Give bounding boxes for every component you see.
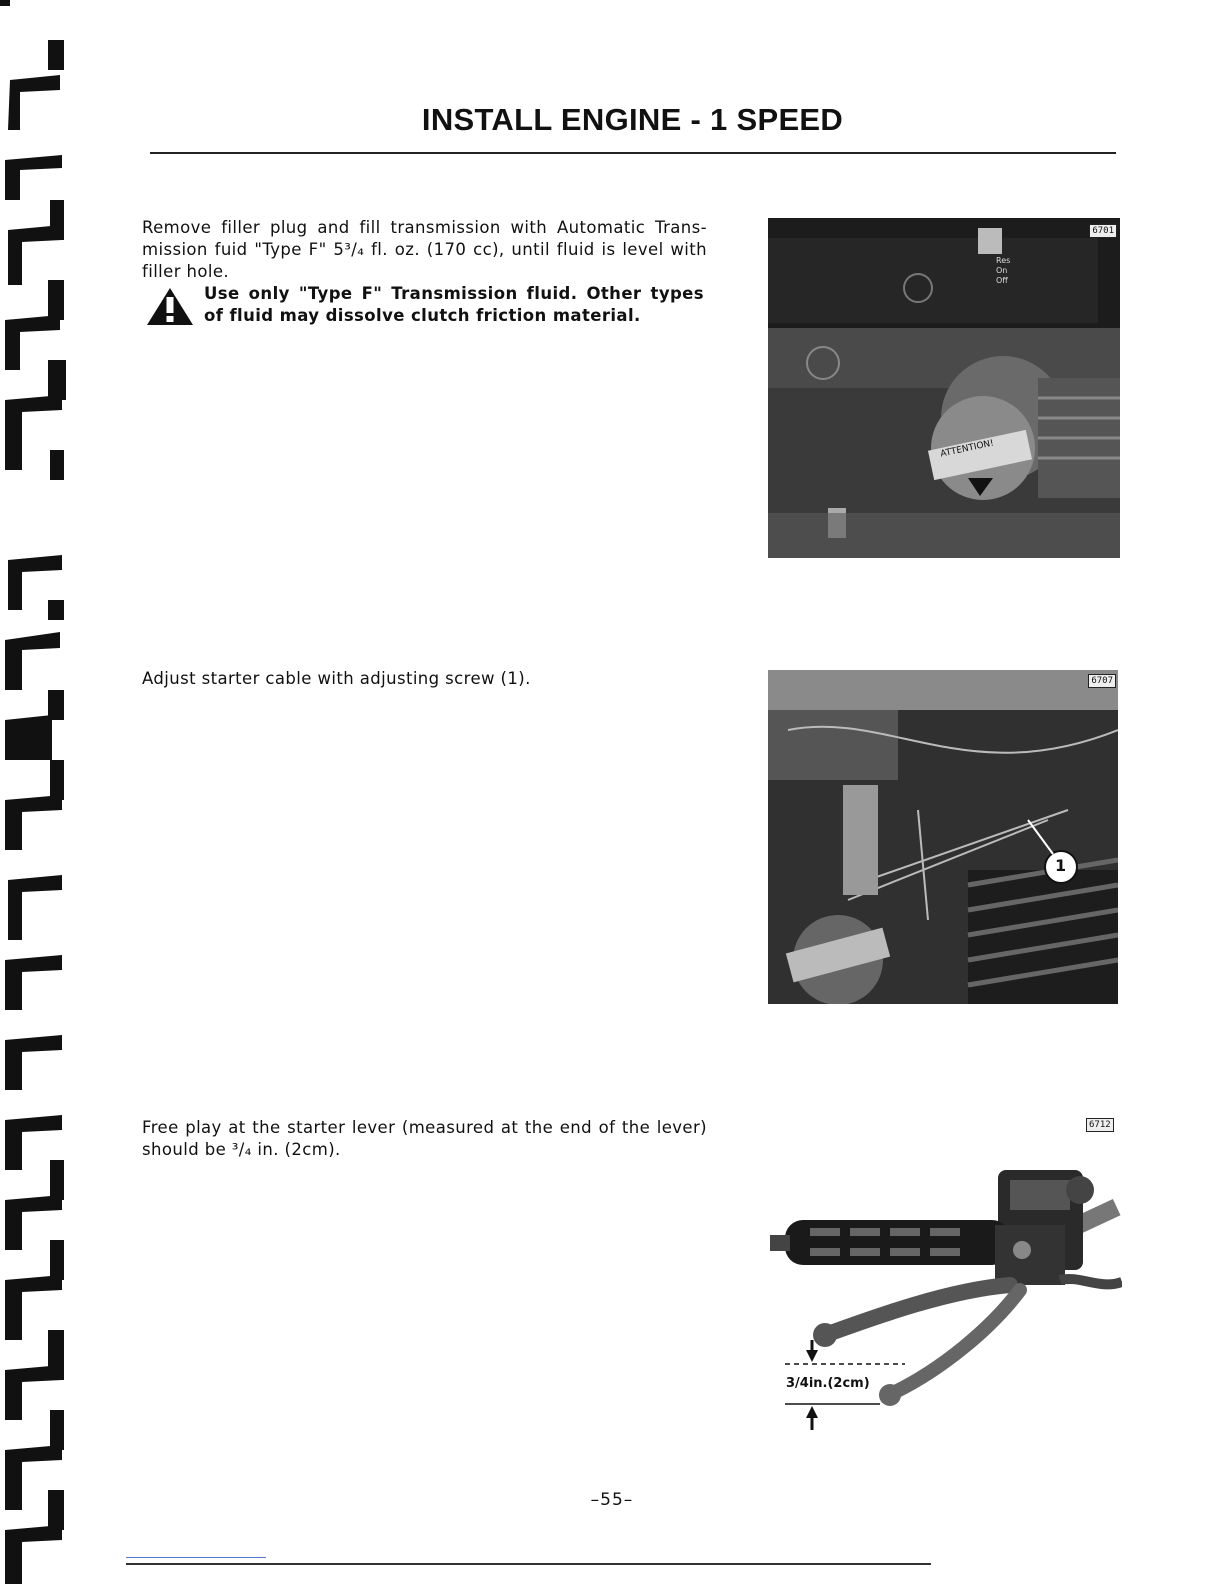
illustration-starter-lever [770,1150,1122,1440]
photo-starter-cable [768,670,1118,1004]
photo-transmission-filler [768,218,1120,558]
warning-note [142,283,707,329]
step-1-text: Remove filler plug and fill transmission with Automatic Trans-mission fuid "Type F" 5³/₄ fl. oz. (170 cc), until fluid is level with filler hole. [142,218,707,281]
fuel-label-on: On [996,266,1008,275]
fuel-label-res: Res [996,256,1011,265]
binding-edge-marks [0,0,70,1584]
footer-line [126,1563,931,1565]
step-3-text: Free play at the starter lever (measured at the end of the lever) should be ³/₄ in. (2cm). [142,1118,707,1159]
figure-number-2: 6707 [1088,674,1116,688]
fuel-label-off: Off [996,276,1008,285]
free-play-dimension-label: 3/4in.(2cm) [786,1376,870,1391]
attention-sticker-label: ATTENTION! [939,438,995,460]
footer-blue-line [126,1557,266,1558]
figure-number-1: 6701 [1089,224,1117,238]
warning-triangle-icon [142,285,198,329]
warning-text: Use only "Type F" Transmission fluid. Other types of fluid may dissolve clutch friction material. [204,284,704,325]
step-2-text: Adjust starter cable with adjusting screw (1). [142,669,531,688]
page-title: INSTALL ENGINE - 1 SPEED [421,102,844,137]
figure-number-3: 6712 [1086,1118,1114,1132]
callout-number-1: 1 [1055,856,1067,875]
page-number: –55– [590,1490,634,1510]
title-rule [150,152,1116,154]
